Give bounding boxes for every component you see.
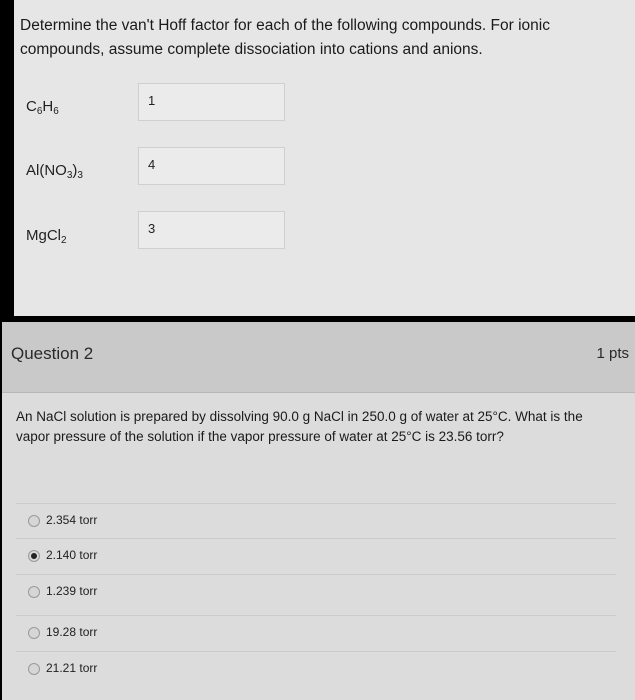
answer-option-label: 1.239 torr xyxy=(46,584,98,598)
answer-option-5[interactable] xyxy=(16,651,616,685)
question2-header xyxy=(2,322,635,393)
formula-label-2: $Al(NO_3)_3$ xyxy=(26,162,83,181)
answer-option-3[interactable] xyxy=(16,574,616,608)
radio-button-1[interactable] xyxy=(28,515,40,527)
answer-option-label: 21.21 torr xyxy=(46,661,98,675)
answer-option-label: 2.354 torr xyxy=(46,513,98,527)
radio-button-4[interactable] xyxy=(28,627,40,639)
question1-card xyxy=(14,0,635,316)
answer-option-1[interactable] xyxy=(16,503,616,537)
answer-input-1[interactable]: 1 xyxy=(138,83,285,121)
answer-option-label: 19.28 torr xyxy=(46,625,98,639)
formula-label-3: MgCl$_2$ xyxy=(26,227,67,246)
answer-option-4[interactable] xyxy=(16,615,616,649)
formula-label-1: $C_6H_6$ xyxy=(26,98,59,117)
question2-title: Question 2 xyxy=(11,344,94,363)
question2-body: An NaCl solution is prepared by dissolving 90.0 g NaCl in 250.0 g of water at 25°C. What is the vapor pressure of the solution if the vapor pressure of water at 25°C is 23.56 torr? xyxy=(16,409,583,444)
answer-option-label: 2.140 torr xyxy=(46,548,98,562)
radio-button-2[interactable] xyxy=(28,550,40,562)
radio-button-5[interactable] xyxy=(28,663,40,675)
answer-input-2[interactable]: 4 xyxy=(138,147,285,185)
question1-prompt: Determine the van't Hoff factor for each of the following compounds. For ionic compounds, assume complete dissociation into cations and anions. xyxy=(20,17,550,58)
question2-card xyxy=(2,322,635,700)
question2-points: 1 pts xyxy=(596,345,629,362)
radio-button-3[interactable] xyxy=(28,586,40,598)
answer-input-3[interactable]: 3 xyxy=(138,211,285,249)
answer-option-2[interactable] xyxy=(16,538,616,572)
